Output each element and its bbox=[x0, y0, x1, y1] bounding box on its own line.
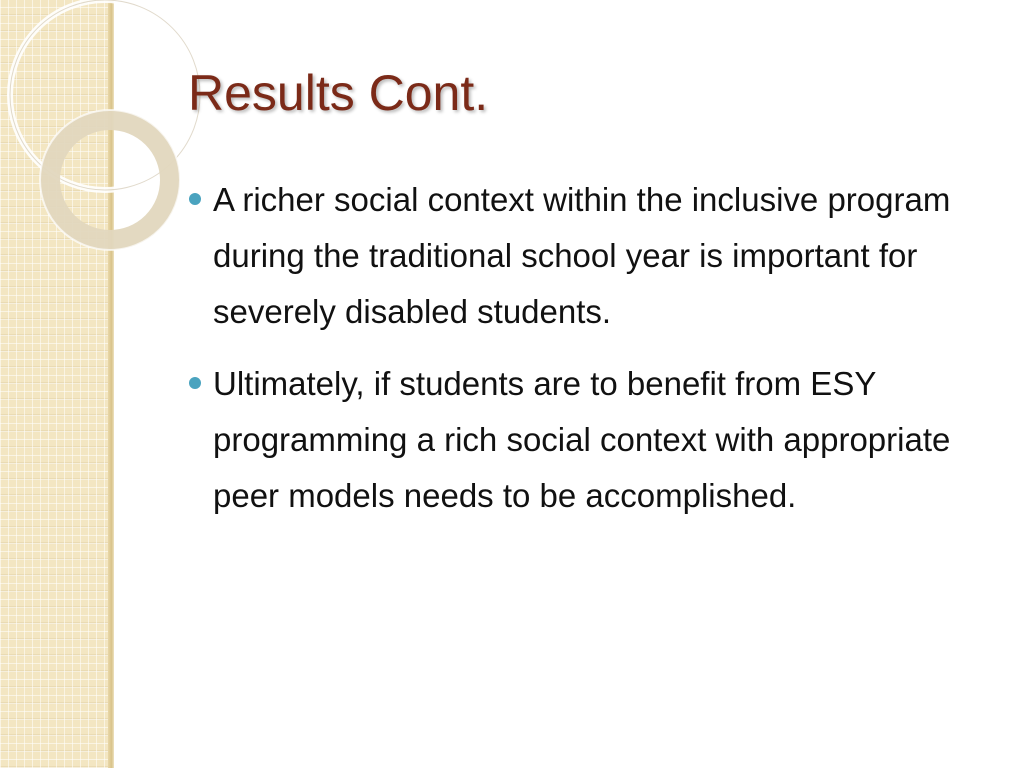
list-item bbox=[184, 172, 984, 340]
slide-title: Results Cont. bbox=[188, 65, 489, 121]
dot-bullet-icon bbox=[189, 377, 201, 389]
bullet-text: A richer social context within the inclusive program during the traditional school year is important for severely disabled students. bbox=[213, 181, 951, 330]
dot-bullet-icon bbox=[189, 193, 201, 205]
bullet-list bbox=[184, 172, 984, 540]
list-item bbox=[184, 356, 984, 524]
bullet-text: Ultimately, if students are to benefit from ESY programming a rich social context with appropriate peer models needs to be accomplished. bbox=[213, 365, 951, 514]
